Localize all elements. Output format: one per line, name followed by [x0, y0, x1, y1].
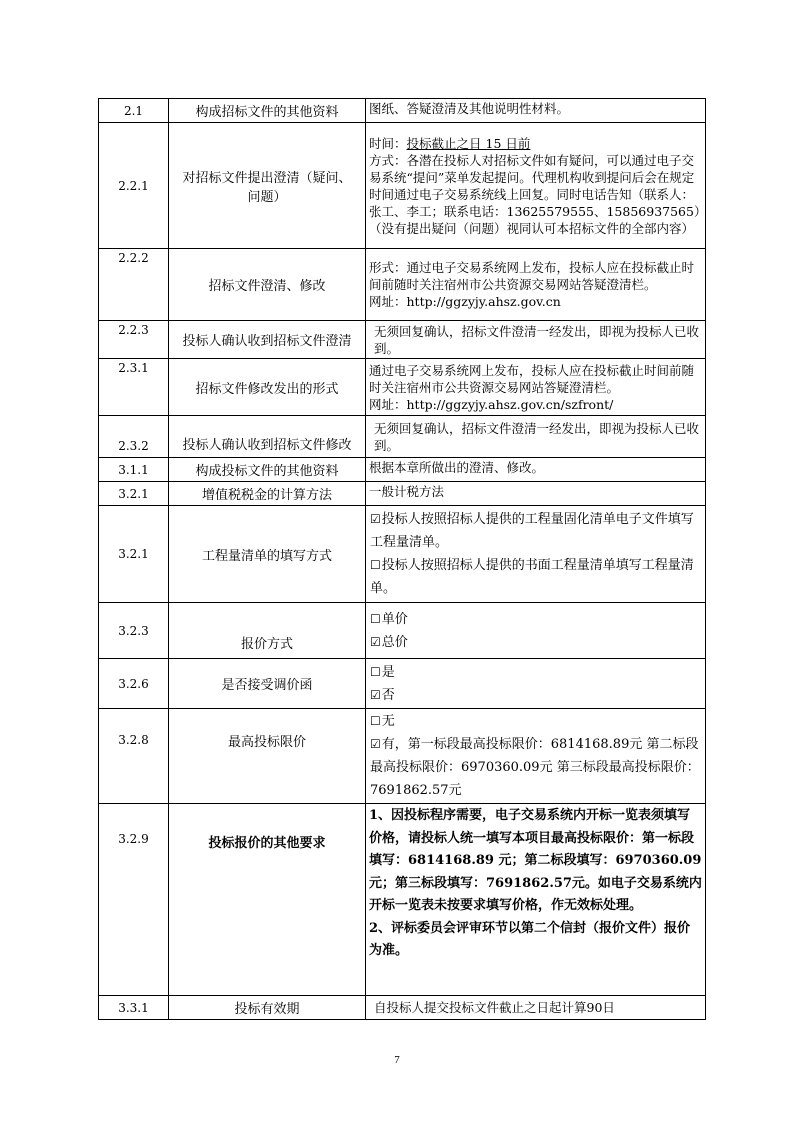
clause-content: [366, 996, 706, 1020]
table-row: [99, 249, 706, 321]
clause-content: [366, 603, 706, 659]
unchecked-box-icon: ☐: [370, 558, 381, 572]
clause-content: [366, 321, 706, 359]
option-item: [370, 508, 702, 554]
clause-number: 2.3.2: [99, 416, 169, 458]
option-item: [370, 710, 702, 733]
option-text: 投标人按照招标人提供的书面工程量清单填写工程量清单。: [370, 558, 694, 596]
clause-content: [366, 709, 706, 804]
option-item: [370, 631, 702, 654]
clause-item: 投标人确认收到招标文件澄清: [169, 321, 366, 359]
table-row: [99, 416, 706, 458]
clause-item: 投标有效期: [169, 996, 366, 1020]
table-row: [99, 123, 706, 249]
content-text: 图纸、答疑澄清及其他说明性材料。: [369, 101, 570, 116]
table-row: [99, 996, 706, 1020]
clause-content: [366, 458, 706, 482]
clause-content: [366, 804, 706, 996]
clause-number: 3.2.1: [99, 506, 169, 603]
clause-item: 是否接受调价函: [169, 659, 366, 709]
option-text: 投标人按照招标人提供的工程量固化清单电子文件填写工程量清单。: [370, 512, 694, 550]
table-row: [99, 482, 706, 506]
clause-item: 招标文件修改发出的形式: [169, 359, 366, 416]
option-item: [370, 608, 702, 631]
clause-content: [366, 359, 706, 416]
checked-box-icon: ☑: [370, 634, 381, 649]
clause-content: [366, 482, 706, 506]
table-row: [99, 603, 706, 659]
checked-box-icon: ☑: [370, 512, 381, 526]
table-row: [99, 458, 706, 482]
content-text: 无须回复确认，招标文件澄清一经发出，即视为投标人已收到。: [374, 323, 700, 356]
checked-box-icon: ☑: [370, 687, 381, 702]
table-row: [99, 804, 706, 996]
clause-content: [366, 506, 706, 603]
clause-item: 招标文件澄清、修改: [169, 249, 366, 321]
clause-content: [366, 249, 706, 321]
clause-number: 3.2.9: [99, 804, 169, 996]
option-item: [370, 684, 702, 707]
content-url: 网址：http://ggzyjy.ahsz.gov.cn/szfront/: [369, 396, 614, 412]
clause-number: 2.2.2: [99, 249, 169, 321]
option-item: [370, 554, 702, 600]
time-label: 时间：: [369, 135, 407, 151]
table-row: [99, 659, 706, 709]
clause-content: [366, 99, 706, 123]
clause-number: 2.3.1: [99, 359, 169, 416]
unchecked-box-icon: ☐: [370, 664, 381, 679]
option-text: 无: [381, 714, 395, 729]
time-line: [369, 135, 702, 152]
clause-item: 报价方式: [169, 603, 366, 659]
clause-item: 投标报价的其他要求: [169, 804, 366, 996]
clause-number: 2.2.3: [99, 321, 169, 359]
table-row: [99, 709, 706, 804]
requirement-text: 2、评标委员会评审环节以第二个信封（报价文件）报价为准。: [369, 920, 691, 958]
content-text: 无须回复确认，招标文件澄清一经发出，即视为投标人已收到。: [374, 420, 700, 453]
clause-number: 2.2.1: [99, 123, 169, 249]
clause-item: 工程量清单的填写方式: [169, 506, 366, 603]
clause-item: [169, 123, 366, 249]
content-url: 网址：http://ggzyjy.ahsz.gov.cn: [369, 294, 561, 309]
unchecked-box-icon: ☐: [370, 611, 381, 626]
unchecked-box-icon: ☐: [370, 714, 381, 728]
clause-item-text: 对招标文件提出澄清（疑问、问题）: [182, 170, 352, 205]
clause-item: 最高投标限价: [169, 709, 366, 804]
content-text: 一般计税方法: [369, 484, 445, 499]
clause-number: 3.1.1: [99, 458, 169, 482]
clause-number: 2.1: [99, 99, 169, 123]
content-text: 形式：通过电子交易系统网上发布，投标人应在投标截止时间前随时关注宿州市公共资源交易网站答疑澄清栏。: [369, 260, 695, 292]
content-text: 根据本章所做出的澄清、修改。: [369, 460, 545, 475]
table-row: [99, 321, 706, 359]
content-text: 通过电子交易系统网上发布，投标人应在投标截止时间前随时关注宿州市公共资源交易网站答疑澄清栏。: [369, 362, 695, 395]
clause-content: [366, 416, 706, 458]
time-value: 投标截止之日 15 日前: [406, 135, 531, 151]
clause-number: 3.2.1: [99, 482, 169, 506]
content-text: 方式：各潜在投标人对招标文件如有疑问，可以通过电子交易系统“提问”菜单发起提问。代理机构收到提问后会在规定时间通过电子交易系统线上回复。同时电话告知（联系人：张工、李工；联系电话：13625579555、15856937565）（没有提出疑问（问题）视同认可本招标文件的全部内容）: [369, 152, 701, 236]
option-text: 单价: [381, 611, 408, 627]
clause-number: 3.2.6: [99, 659, 169, 709]
option-text: 有，第一标段最高投标限价：6814168.89元 第二标段最高投标限价：6970360.09元 第三标段最高投标限价：7691862.57元: [370, 737, 700, 798]
clause-item: 增值税税金的计算方法: [169, 482, 366, 506]
clause-item: 构成投标文件的其他资料: [169, 458, 366, 482]
table-row: [99, 99, 706, 123]
clause-content: [366, 659, 706, 709]
option-item: [370, 661, 702, 684]
clause-content: [366, 123, 706, 249]
option-text: 总价: [381, 634, 408, 650]
clause-item: 构成招标文件的其他资料: [169, 99, 366, 123]
page-number: 7: [394, 1054, 400, 1066]
clause-number: 3.2.3: [99, 603, 169, 659]
clause-number: 3.2.8: [99, 709, 169, 804]
table-row: [99, 506, 706, 603]
content-text: 自投标人提交投标文件截止之日起计算90日: [374, 1000, 615, 1015]
table-row: [99, 359, 706, 416]
option-text: 是: [381, 664, 395, 680]
option-item: [370, 733, 702, 802]
checked-box-icon: ☑: [370, 737, 381, 751]
bid-data-table: [98, 98, 706, 1020]
requirement-text: 1、因投标程序需要，电子交易系统内开标一览表须填写价格，请投标人统一填写本项目最高投标限价：第一标段填写：6814168.89 元；第二标段填写：6970360.09元；第三标段填写：7691862.57元。如电子交易系统内开标一览表未按要求填写价格，作无效标处理。: [369, 808, 702, 913]
clause-item: 投标人确认收到招标文件修改: [169, 416, 366, 458]
clause-number: 3.3.1: [99, 996, 169, 1020]
option-text: 否: [381, 687, 395, 703]
